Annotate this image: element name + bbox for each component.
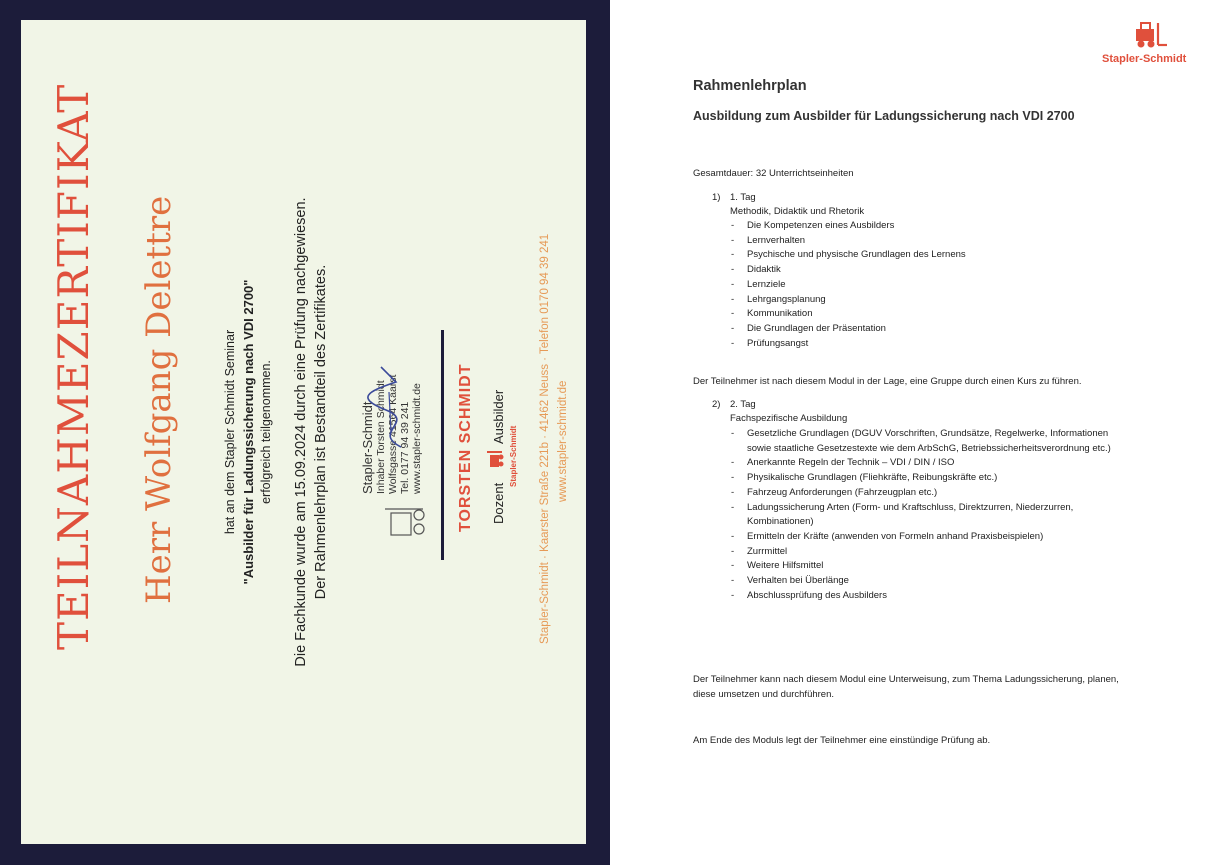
curriculum-page [617,0,1225,865]
recipient-name: Herr Wolfgang Delettre [139,195,179,604]
signer-name: TORSTEN SCHMIDT [457,363,474,532]
list-item: - Gesetzliche Grundlagen (DGUV Vorschriften, Grundsätze, Regelwerke, Informationen [731,427,1111,442]
stamp-address: Wolfsgasse 41564 Kaarst [387,374,399,494]
role-ausbilder: Ausbilder [491,389,506,444]
list-item: - Physikalische Grundlagen (Fliehkräfte, Reibungskräfte etc.) [731,471,1111,486]
list-item: - Didaktik [731,263,966,278]
total-duration: Gesamtdauer: 32 Unterrichtseinheiten [693,168,854,179]
list-item: - Ermitteln der Kräfte (anwenden von Formeln anhand Praxisbeispielen) [731,530,1111,545]
success-line: erfolgreich teilgenommen. [259,360,273,504]
list-item-continuation [731,442,1111,457]
day2-outcome-line1: Der Teilnehmer kann nach diesem Modul eine Unterweisung, zum Thema Ladungssicherung, planen, [693,674,1119,685]
forklift-logo-icon [486,447,504,469]
list-item: - Verhalten bei Überlänge [731,574,1111,589]
day2-topic: Fachspezifische Ausbildung [730,413,848,424]
stamp-phone: Tel. 0177 94 39 241 [399,401,411,494]
list-item: - Fahrzeug Anforderungen (Fahrzeugplan etc.) [731,486,1111,501]
certificate-title: TEILNAHMEZERTIFIKAT [49,83,98,650]
logo-brand-text: Stapler-Schmidt [509,425,518,487]
list-item: - Zurrmittel [731,545,1111,560]
signature [361,362,421,452]
day2-label: 2. Tag [730,399,756,410]
day2-topic-list [731,427,1111,603]
day1-label: 1. Tag [730,192,756,203]
brand-name: Stapler-Schmidt [1102,53,1187,65]
list-item: - Anerkannte Regeln der Technik – VDI / DIN / ISO [731,456,1111,471]
continuation-text: Kombinationen) [747,516,814,528]
footer-website: www.stapler-schmidt.de [557,380,569,502]
seminar-name: "Ausbilder für Ladungssicherung nach VDI 2700" [241,279,256,585]
document-heading: Rahmenlehrplan [693,78,807,94]
list-item: - Prüfungsangst [731,337,966,352]
list-item: - Psychische und physische Grundlagen des Lernens [731,248,966,263]
day1-outcome: Der Teilnehmer ist nach diesem Modul in der Lage, eine Gruppe durch einen Kurs zu führen. [693,376,1082,387]
list-item: - Lehrgangsplanung [731,293,966,308]
role-dozent: Dozent [491,482,506,524]
list-item: - Abschlussprüfung des Ausbilders [731,589,1111,604]
certificate-paper [21,20,586,844]
list-item: - Lernverhalten [731,234,966,249]
signature-line [441,330,444,560]
list-item: - Kommunikation [731,307,966,322]
day2-number: 2) [712,399,721,410]
continuation-text: sowie staatliche Gesetzestexte wie dem ArbSchG, Betriebssicherheitsverordnung etc.) [747,442,1111,454]
list-item: - Lernziele [731,278,966,293]
list-item: - Ladungssicherung Arten (Form- und Kraftschluss, Direktzurren, Niederzurren, [731,501,1111,516]
certificate-content [21,20,586,844]
stamp-forklift-icon [383,497,431,539]
exam-line: Die Fachkunde wurde am 15.09.2024 durch eine Prüfung nachgewiesen. [293,197,309,667]
day2-outcome-line2: diese umsetzen und durchführen. [693,689,835,700]
forklift-logo-icon [1133,21,1169,49]
footer-address: Stapler-Schmidt · Kaarster Straße 221b · 41462 Neuss · Telefon 0170 94 39 241 [539,233,551,644]
stamp-website: www.stapler-schmidt.de [411,383,423,494]
stamp-owner: Inhaber Torsten Schmidt [375,380,387,494]
closing-note: Am Ende des Moduls legt der Teilnehmer eine einstündige Prüfung ab. [693,735,991,746]
plan-line: Der Rahmenlehrplan ist Bestandteil des Zertifikates. [313,264,329,600]
intro-line: hat an dem Stapler Schmidt Seminar [223,329,237,535]
day1-number: 1) [712,192,721,203]
document-subheading: Ausbildung zum Ausbilder für Ladungssicherung nach VDI 2700 [693,109,1075,123]
list-item-continuation [731,515,1111,530]
stamp-company: Stapler-Schmidt [360,401,375,494]
day1-topic: Methodik, Didaktik und Rhetorik [730,206,865,217]
list-item: - Die Kompetenzen eines Ausbilders [731,219,966,234]
day1-topic-list [731,219,966,351]
list-item: - Weitere Hilfsmittel [731,559,1111,574]
certificate-page [0,0,610,865]
list-item: - Die Grundlagen der Präsentation [731,322,966,337]
